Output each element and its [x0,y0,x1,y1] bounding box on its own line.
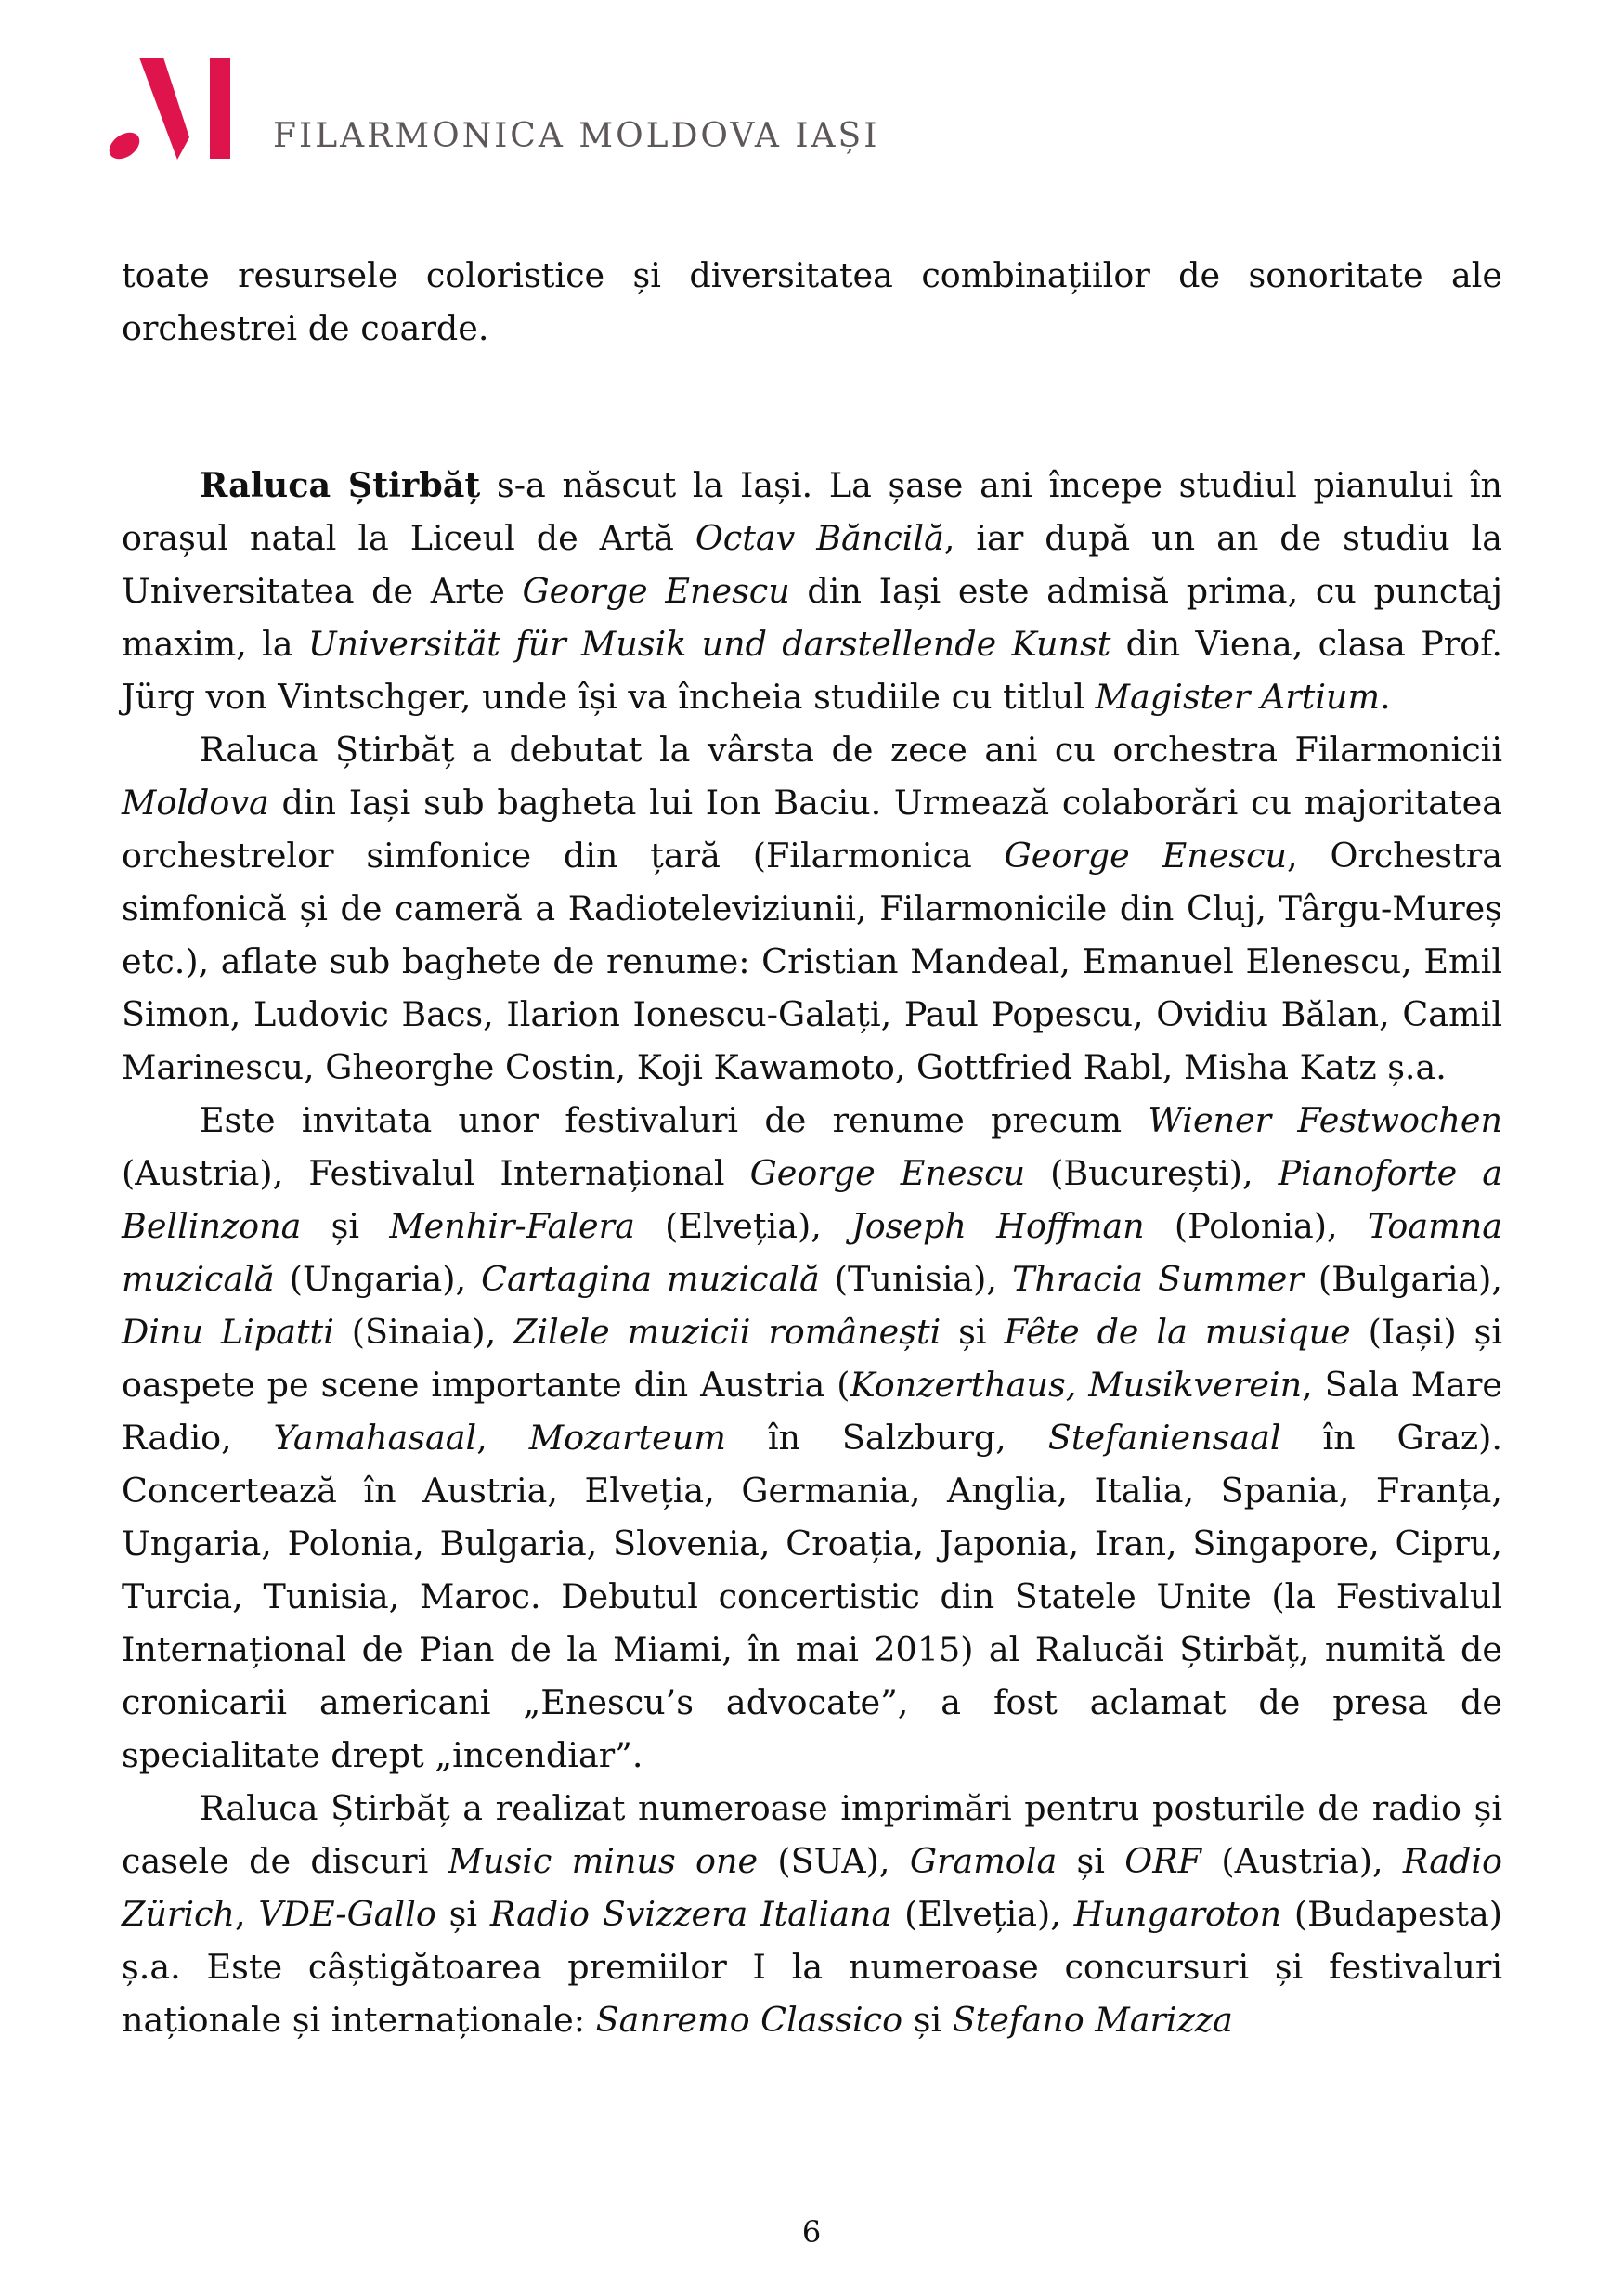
italic-title: Konzerthaus, Musikverein [850,1365,1303,1405]
italic-title: Dinu Lipatti [122,1312,334,1352]
logo-vertical-bar [210,58,230,159]
text-run: și [435,1894,490,1934]
italic-title: Stefaniensaal [1047,1418,1281,1458]
italic-title: Universität für Musik und darstellende Kunst [307,624,1111,664]
text-run: s-a născut la Iași. La șase ani începe studiul pianului în orașul natal la Liceul de Artă [122,465,1503,558]
text-run: (Ungaria), [274,1259,482,1299]
text-run: (Austria), Festivalul Internațional [122,1153,750,1193]
logo-dot [106,127,145,162]
intro-paragraph [122,249,1502,355]
text-run: (Austria), [1201,1841,1403,1881]
italic-title: Radio Zürich [122,1841,1503,1934]
italic-title: Octav Băncilă [695,518,944,558]
italic-title: Radio Svizzera Italiana [489,1894,892,1934]
text-run: și [301,1206,390,1246]
bio-paragraph [122,723,1502,1094]
italic-title: Gramola [909,1841,1058,1881]
italic-title: Hungaroton [1073,1894,1282,1934]
text-run: , [234,1894,259,1934]
italic-title: Mozarteum [528,1418,726,1458]
text-run: Raluca Știrbăț a debutat la vârsta de zece ani cu orchestra Filarmonicii [200,730,1502,770]
text-run: . [1380,677,1391,717]
text-run: Raluca Știrbăț a realizat numeroase imprimări pentru posturile de radio și casele de discuri [122,1788,1502,1881]
text-run: și [941,1312,1005,1352]
italic-title: Toamna muzicală [122,1206,1502,1299]
logo-diagonal-stroke [139,58,189,160]
text-run: Este invitata unor festivaluri de renume precum [200,1100,1149,1140]
organization-name: FILARMONICA MOLDOVA IAȘI [273,117,880,155]
italic-title: Wiener Festwochen [1148,1100,1502,1140]
intro-text: toate resursele coloristice și diversitatea combinațiilor de sonoritate ale orchestrei de coarde. [122,255,1502,348]
text-run: , iar după un an de studiu la Universitatea de Arte [122,518,1502,611]
text-run: , [476,1418,529,1458]
text-run: (Elveția), [891,1894,1074,1934]
text-run: (București), [1025,1153,1279,1193]
bio-paragraph [122,1782,1502,2046]
text-run: (Elveția), [634,1206,852,1246]
italic-title: Pianoforte a Bellinzona [122,1153,1502,1246]
italic-title: Zilele muzicii românești [513,1312,941,1352]
text-run: în Graz). Concertează în Austria, Elveția, Germania, Anglia, Italia, Spania, Franța, Ungaria, Polonia, Bulgaria, Slovenia, Croația, Japonia, Iran, Singapore, Cipru, Turcia, Tunisia, Maroc. Debutul concertistic din Statele Unite (la Festivalul Internațional de Pian de la Miami, în mai 2015) al Ralucăi Știrbăț, numită de cronicarii americani „Enescu’s advocate”, a fost aclamat de presa de specialitate drept „incendiar”. [122,1418,1502,1775]
italic-title: George Enescu [522,571,790,611]
text-run: și [902,2000,953,2040]
italic-title: Stefano Marizza [952,2000,1233,2040]
italic-title: Menhir-Falera [389,1206,635,1246]
text-run: în Salzburg, [725,1418,1048,1458]
italic-title: ORF [1124,1841,1202,1881]
bio-paragraph [122,459,1502,723]
filarmonica-logo-icon [106,56,236,162]
text-run: (Bulgaria), [1303,1259,1502,1299]
italic-title: Moldova [122,783,269,823]
italic-title: Sanremo Classico [595,2000,903,2040]
text-run: (SUA), [758,1841,910,1881]
biography-section [122,459,1502,2046]
italic-title: Magister Artium [1095,677,1381,717]
italic-title: Fête de la musique [1004,1312,1351,1352]
text-run: (Tunisia), [819,1259,1013,1299]
text-run: (Iași) și oaspete pe scene importante din Austria ( [122,1312,1502,1405]
italic-title: George Enescu [749,1153,1026,1193]
text-run: și [1057,1841,1125,1881]
italic-title: Cartagina muzicală [481,1259,820,1299]
text-run: , Orchestra simfonică și de cameră a Radioteleviziunii, Filarmonicile din Cluj, Târgu-Mureș etc.), aflate sub baghete de renume: Cristian Mandeal, Emanuel Elenescu, Emil Simon, Ludovic Bacs, Ilarion Ionescu-Galați, Paul Popescu, Ovidiu Bălan, Camil Marinescu, Gheorghe Costin, Koji Kawamoto, Gottfried Rabl, Misha Katz ș.a. [122,836,1503,1087]
text-run: (Budapesta) ș.a. Este câștigătoarea premiilor I la numeroase concursuri și festivaluri naționale și internaționale: [122,1894,1502,2040]
italic-title: VDE-Gallo [258,1894,436,1934]
italic-title: Music minus one [448,1841,759,1881]
text-run: (Sinaia), [333,1312,514,1352]
text-run: din Iași sub bagheta lui Ion Baciu. Urmează colaborări cu majoritatea orchestrelor simfonice din țară (Filarmonica [122,783,1502,876]
text-run: din Viena, clasa Prof. Jürg von Vintschger, unde își va încheia studiile cu titlul [122,624,1503,717]
italic-title: Joseph Hoffman [851,1206,1145,1246]
italic-title: George Enescu [1004,836,1288,876]
italic-title: Thracia Summer [1012,1259,1304,1299]
text-run: (Polonia), [1144,1206,1368,1246]
page-number: 6 [801,2214,822,2250]
bio-paragraph [122,1094,1502,1782]
text-run: , Sala Mare Radio, [122,1365,1502,1458]
bold-name: Raluca Știrbăț [200,465,481,505]
italic-title: Yamahasaal [273,1418,477,1458]
text-run: din Iași este admisă prima, cu punctaj maxim, la [122,571,1503,664]
